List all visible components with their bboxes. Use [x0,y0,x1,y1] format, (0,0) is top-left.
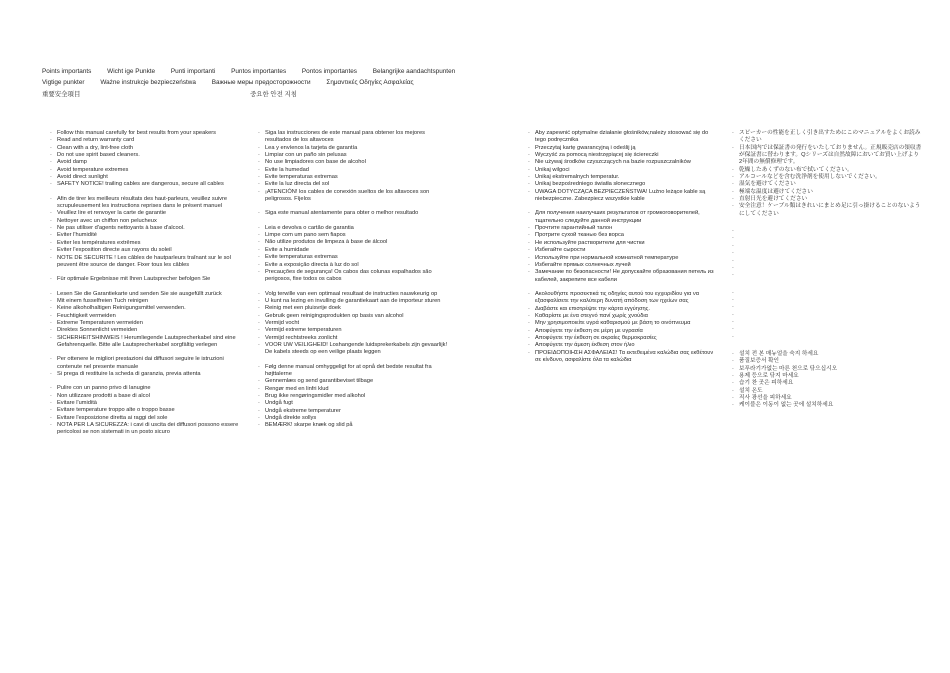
instruction-item: · Evitare l'esposizione diretta ai raggi del sole [50,415,240,422]
language-label: Points importants [42,68,92,75]
instruction-item: · Μην χρησιμοποιείτε υγρά καθαρισμού με βάση το οινόπνευμα [528,320,718,327]
instruction-item: · Избегайте прямых солнечных лучей [528,262,718,269]
instruction-item: · Unikaj wilgoci [528,167,718,174]
instruction-item: · ¡ATENCIÓN! los cables de conexión sueltos de los altavoces son peligrosos. Fíjelos [258,189,448,204]
instruction-item: · Siga este manual atentamente para obter o melhor resultado [258,210,448,217]
instruction-item: · Ne pas utiliser d'agents nettoyants à base d'alcool. [50,225,240,232]
instruction-item: · 직사 광선을 피하세요 [732,395,922,402]
instruction-item: · Precauções de segurança! Os cabos das colunas espalhados são perigosos, fixe todos os cabos [258,269,448,284]
instruction-item: · Прочтите гарантийный талон [528,225,718,232]
language-label: Vigtige punkter [42,79,85,87]
instruction-item: · Для получения наилучших результатов от громкоговорителей, тщательно следуйте данной инструкции [528,210,718,225]
instruction-item: · Limpiar con un paño sin pelusas [258,152,448,159]
instruction-item: · Undgå ekstreme temperaturer [258,408,448,415]
instruction-item: · UWAGA DOTYCZĄCA BEZPIECZEŃSTWA! Luźno leżące kable są niebezpieczne. Zabezpiecz wszystkie kable [528,189,718,204]
instruction-item: · Clean with a dry, lint-free cloth [50,145,240,152]
instruction-item: · Undgå fugt [258,400,448,407]
instruction-item: · 설치 온도 [732,388,922,395]
instruction-item [732,265,922,272]
instruction-item: · Evitare l'umidità [50,400,240,407]
instruction-block [528,291,718,364]
instruction-item: · Vermijd extreme temperaturen [258,327,448,334]
instruction-block [50,196,240,269]
instruction-item: · Undgå direkte sollys [258,415,448,422]
instruction-item [732,334,922,341]
instruction-item: · Extreme Temperaturen vermeiden [50,320,240,327]
language-label: Puntos importantes [231,68,287,75]
instruction-item: · Não utilize produtos de limpeza à base de álcool [258,239,448,246]
instruction-item: · Eviter les températures extrêmes [50,240,240,247]
instruction-block [258,210,448,217]
language-label: Wicht ige Punkte [107,68,156,75]
instruction-item: · Αποφύγετε την έκθεση σε ακραίες θερμοκρασίες [528,335,718,342]
instruction-item: · 安全注意！ケーブル類はきれいにまとめ足に引っ掛けることのないようにしてください [732,203,922,218]
instruction-item: · Evite a humidade [258,247,448,254]
instruction-item [732,258,922,265]
instruction-item: · 케이블은 이동이 없는 곳에 설치하세요 [732,402,922,409]
instruction-block [50,130,240,189]
instruction-item: · Brug ikke rengøringsmidler med alkohol [258,393,448,400]
instructions-column-1 [50,130,240,444]
language-label: 重要安全項目 [42,90,81,98]
instruction-item: · Für optimale Ergebnisse mit Ihren Lautsprecher befolgen Sie [50,276,240,283]
instruction-item: · Reinig met een pluisvrije doek [258,305,448,312]
instructions-column-2 [258,130,448,437]
language-row [42,66,922,77]
instruction-item: · Evite la humedad [258,167,448,174]
instruction-item: · Unikaj ekstremalnych temperatur. [528,174,718,181]
instruction-item: · Non utilizzare prodotti a base di alcol [50,393,240,400]
language-label: Belangrijke aandachtspunten [372,68,456,75]
instruction-item: · Przeczytaj kartę gwarancyjną i odeślij ją [528,145,718,152]
instruction-item: · Vermijd vocht [258,320,448,327]
instruction-block [50,276,240,283]
instruction-item: · SAFETY NOTICE! trailing cables are dangerous, secure all cables [50,181,240,188]
instruction-item: · Αποφύγετε την έκθεση σε μέρη με υγρασία [528,328,718,335]
language-row [42,77,922,88]
language-label: Важные меры предосторожности [211,79,311,87]
instruction-item: · Følg denne manual omhyggeligt for at opnå det bedste resultat fra højttalerne [258,364,448,379]
instruction-item: · 極端な温度は避けてください [732,189,922,196]
instruction-item [732,243,922,250]
instruction-item: · Leia e devolva o cartão de garantia [258,225,448,232]
instruction-item: · Avoid direct sunlight [50,174,240,181]
instruction-item: · 日本国内では保証書の発行をいたしておりません。正規販売店の領収書が保証書に替わります。Qシリーズは自然故障においてお買い上げより2年間の無償修理です。 [732,145,922,167]
instruction-item: · Veuillez lire et renvoyer la carte de garantie [50,210,240,217]
instruction-item: · Αποφύγετε την άμεση έκθεση στον ήλιο [528,342,718,349]
instruction-block [258,364,448,430]
instruction-block [732,228,922,279]
instruction-item: · 습기 찬 곳은 피하세요 [732,380,922,387]
instruction-item: · Do not use spirit based cleaners. [50,152,240,159]
instruction-item: · U kunt na lezing en invulling de garantiekaart aan de importeur sturen [258,298,448,305]
instruction-item: · Διαβάστε και επιστρέψτε την κάρτα εγγύησης. [528,306,718,313]
instruction-item: · Lesen Sie die Garantiekarte und senden Sie sie ausgefüllt zurück [50,291,240,298]
instruction-item: · 보푸라기가없는 마른 천으로 닦으십시오 [732,366,922,373]
instruction-item: · NOTA PER LA SICUREZZA: i cavi di uscita dei diffusori possono essere pericolosi se non sistemati in un posto sicuro [50,422,240,437]
instruction-item: · Unikaj bezpośredniego światła słonecznego [528,181,718,188]
instruction-item: · Evite la luz directa del sol [258,181,448,188]
instruction-block [258,225,448,284]
instruction-item: · Mit einem fusselfreien Tuch reinigen [50,298,240,305]
instruction-item: · Не используйте растворители для чистки [528,240,718,247]
instruction-item: · 湿気を避けてください [732,181,922,188]
instruction-block [732,351,922,410]
language-row [42,89,922,100]
instruction-item: · Καθαρίστε με ένα στεγνό πανί χωρίς χνούδια [528,313,718,320]
instruction-item: · Follow this manual carefully for best results from your speakers [50,130,240,137]
instructions-column-4 [732,130,922,420]
instruction-item: · Rengør med en linfri klud [258,386,448,393]
instruction-item: · Avoid temperature extremes [50,167,240,174]
instruction-item: · Per ottenere le migliori prestazioni dai diffusori seguire le istruzioni contenute nel presente manuale [50,356,240,371]
instruction-item: · Evite temperaturas extremas [258,254,448,261]
instruction-item: · 품질보증서 확인 [732,358,922,365]
instruction-item: · Nettoyer avec un chiffon non pelucheux [50,218,240,225]
instruction-item: · Используйте при нормальной комнатной температуре [528,255,718,262]
instruction-item: · Pulire con un panno privo di lanugine [50,385,240,392]
instructions-column-3 [528,130,718,371]
instruction-item: · Afin de tirer les meilleurs résultats des haut-parleurs, veuillez suivre scrupuleusement les instructions reprises dans le présent manuel [50,196,240,211]
instruction-item: · 乾燥したあくずのない布で拭いてください。 [732,167,922,174]
instruction-item: · 直射日光を避けてください [732,196,922,203]
instruction-item [732,312,922,319]
instruction-item: · Evite temperaturas extremas [258,174,448,181]
instruction-item: · Wyczyść za pomocą niestrzępiącej się ściereczki [528,152,718,159]
instruction-item: · Direktes Sonnenlicht vermeiden [50,327,240,334]
instruction-item: · No use limpiadores con base de alcohol [258,159,448,166]
instruction-item: · Limpe com um pano sem fiapos [258,232,448,239]
instruction-item [732,326,922,333]
instruction-item: · Eviter l'humidité [50,232,240,239]
instruction-item: · Gennemlæs og send garantibeviset tilbage [258,378,448,385]
instruction-item [732,290,922,297]
instruction-item: · Volg terwille van een optimaal resultaat de instructies nauwkeurig op [258,291,448,298]
language-label: Ważne instrukcje bezpieczeństwa [100,79,196,87]
instruction-item: · ΠΡΟΕΙΔΟΠΟΙΗΣΗ ΑΣΦΑΛΕΙΑΣ! Τα εκτεθειμένα καλώδια σας εκθέτουν σε κίνδυνο, ασφαλίστε όλα τα καλώδια [528,350,718,365]
instruction-item: · Gebruik geen reinigingsprodukten op basis van alcohol [258,313,448,320]
instruction-item: · NOTE DE SECURITE ! Les câbles de hautparleurs traînant sur le sol peuvent être source de danger. Fixer tous les câbles [50,255,240,270]
instruction-item: · Избегайте сырости [528,247,718,254]
instruction-item [732,228,922,235]
instruction-item: · Feuchtigkeit vermeiden [50,313,240,320]
instruction-item [732,250,922,257]
instruction-item: · 용제 등으로 닦지 마세요 [732,373,922,380]
instruction-item: · Read and return warranty card [50,137,240,144]
language-label: Punti importanti [170,68,216,75]
instruction-item: · Siga las instrucciones de este manual para obtener los mejores resultados de los altavoces [258,130,448,145]
instruction-block [732,130,922,218]
instruction-item: · BEMÆRK! skarpe knæk og slid på [258,422,448,429]
instruction-block [50,291,240,350]
language-label: Pontos importantes [301,68,357,75]
instruction-item [732,304,922,311]
instruction-block [528,130,718,203]
instruction-block [258,130,448,203]
instruction-block [258,291,448,357]
instruction-item: · SICHERHEITSHINWEIS ! Herumliegende Lautsprecherkabel sind eine Gefahrenquelle. Bitte alle Lautsprecherkabel sorgfältig verlegen [50,335,240,350]
instruction-item: · 설치 전 본 매뉴얼을 숙지 하세요 [732,351,922,358]
language-header [42,66,922,100]
instruction-item: · Ακολουθήστε προσεκτικά τις οδηγίες αυτού του εγχειριδίου για να εξασφαλίσετε την καλύτερη δυνατή απόδοση των ηχείων σας [528,291,718,306]
instruction-item: · Avoid damp [50,159,240,166]
language-label: Σημαντικές Οδηγίες Ασφαλείας [326,79,414,87]
instruction-item [732,319,922,326]
instruction-item [732,297,922,304]
language-label: 중요한 안전 지침 [250,90,297,98]
instruction-item: · アルコールなどを含む洗浄剤を使用しないでください。 [732,174,922,181]
instruction-item [732,235,922,242]
instruction-item: · Vermijd rechtstreeks zonlicht [258,335,448,342]
instruction-block [528,210,718,283]
instruction-item: · Si prega di restituire la scheda di garanzia, previa attenta [50,371,240,378]
instruction-item: · Eviter l'exposition directe aux rayons du soleil [50,247,240,254]
instruction-item: · Lea y envíenos la tarjeta de garantía [258,145,448,152]
instruction-item: · Aby zapewnić optymalne działanie głośników,należy stosować się do tego podręcznika [528,130,718,145]
instruction-item: · Протрите сухой тканью без ворса [528,232,718,239]
instruction-block [50,356,240,378]
instruction-item: · Замечание по безопасности! Не допускайте образования петель из кабелей, закрепите все кабели [528,269,718,284]
instruction-item: · Nie używaj środków czyszczących na bazie rozpuszczalników [528,159,718,166]
instruction-block [50,385,240,436]
instruction-item: · VOOR UW VEILIGHEID! Loshangende luidsprekerkabels zijn gevaarlijk! De kabels steeds op een veilige plaats leggen [258,342,448,357]
instruction-block [732,290,922,341]
instruction-item: · Keine alkoholhaltigen Reinigungsmittel verwenden. [50,305,240,312]
instruction-item [732,272,922,279]
instruction-item: · Evitare temperature troppo alte o troppo basse [50,407,240,414]
instruction-item: · スピーカーの性能を正しく引き出すためにこのマニュアルをよくお読みください [732,130,922,145]
instruction-item: · Evite a exposição directa à luz do sol [258,262,448,269]
